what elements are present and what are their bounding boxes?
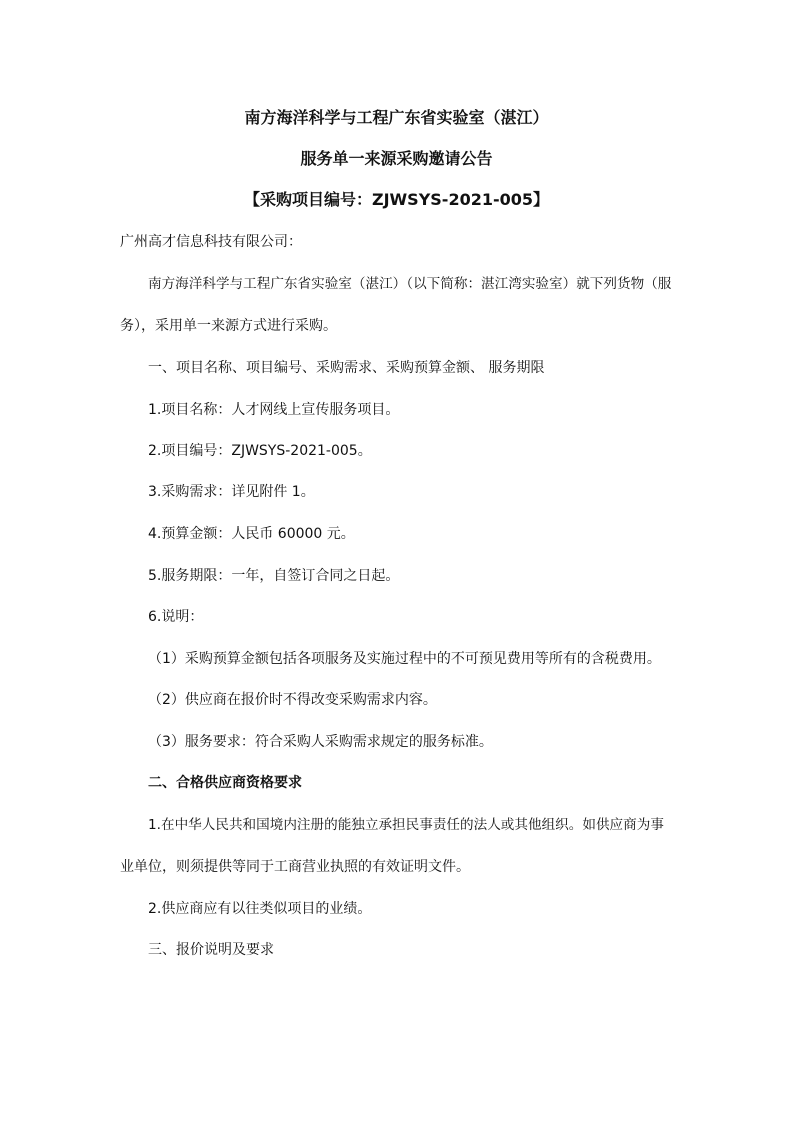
section-3-heading: 三、报价说明及要求 [148,942,274,958]
section-1-note: （1）采购预算金额包括各项服务及实施过程中的不可预见费用等所有的含税费用。 [148,651,661,667]
section-1-heading: 一、项目名称、项目编号、采购需求、采购预算金额、 服务期限 [148,360,545,376]
section-1-item: 3.采购需求：详见附件 1。 [148,484,315,500]
section-1-item: 4.预算金额：人民币 60000 元。 [148,526,355,542]
section-1-item: 1.项目名称：人才网线上宣传服务项目。 [148,402,400,418]
section-1-item: 2.项目编号：ZJWSYS-2021-005。 [148,443,372,459]
section-2-item-2: 2.供应商应有以往类似项目的业绩。 [148,901,372,917]
section-2-heading: 二、合格供应商资格要求 [148,775,302,791]
section-2-item-1-line-1: 1.在中华人民共和国境内注册的能独立承担民事责任的法人或其他组织。如供应商为事 [148,817,664,833]
section-2-item-1-line-2: 业单位，则须提供等同于工商营业执照的有效证明文件。 [120,859,470,875]
document-title-line-1: 南方海洋科学与工程广东省实验室（湛江） [244,108,549,127]
section-1-note: （3）服务要求：符合采购人采购需求规定的服务标准。 [148,734,493,750]
intro-paragraph-line-2: 务），采用单一来源方式进行采购。 [120,318,337,334]
project-number-heading: 【采购项目编号：ZJWSYS-2021-005】 [243,190,550,209]
document-title-line-2: 服务单一来源采购邀请公告 [300,149,493,168]
recipient-line: 广州高才信息科技有限公司： [120,234,302,250]
section-1-note: （2）供应商在报价时不得改变采购需求内容。 [148,692,437,708]
section-1-item: 5.服务期限：一年，自签订合同之日起。 [148,568,400,584]
section-1-item: 6.说明： [148,609,204,625]
intro-paragraph-line-1: 南方海洋科学与工程广东省实验室（湛江）（以下简称：湛江湾实验室）就下列货物（服 [148,276,672,292]
